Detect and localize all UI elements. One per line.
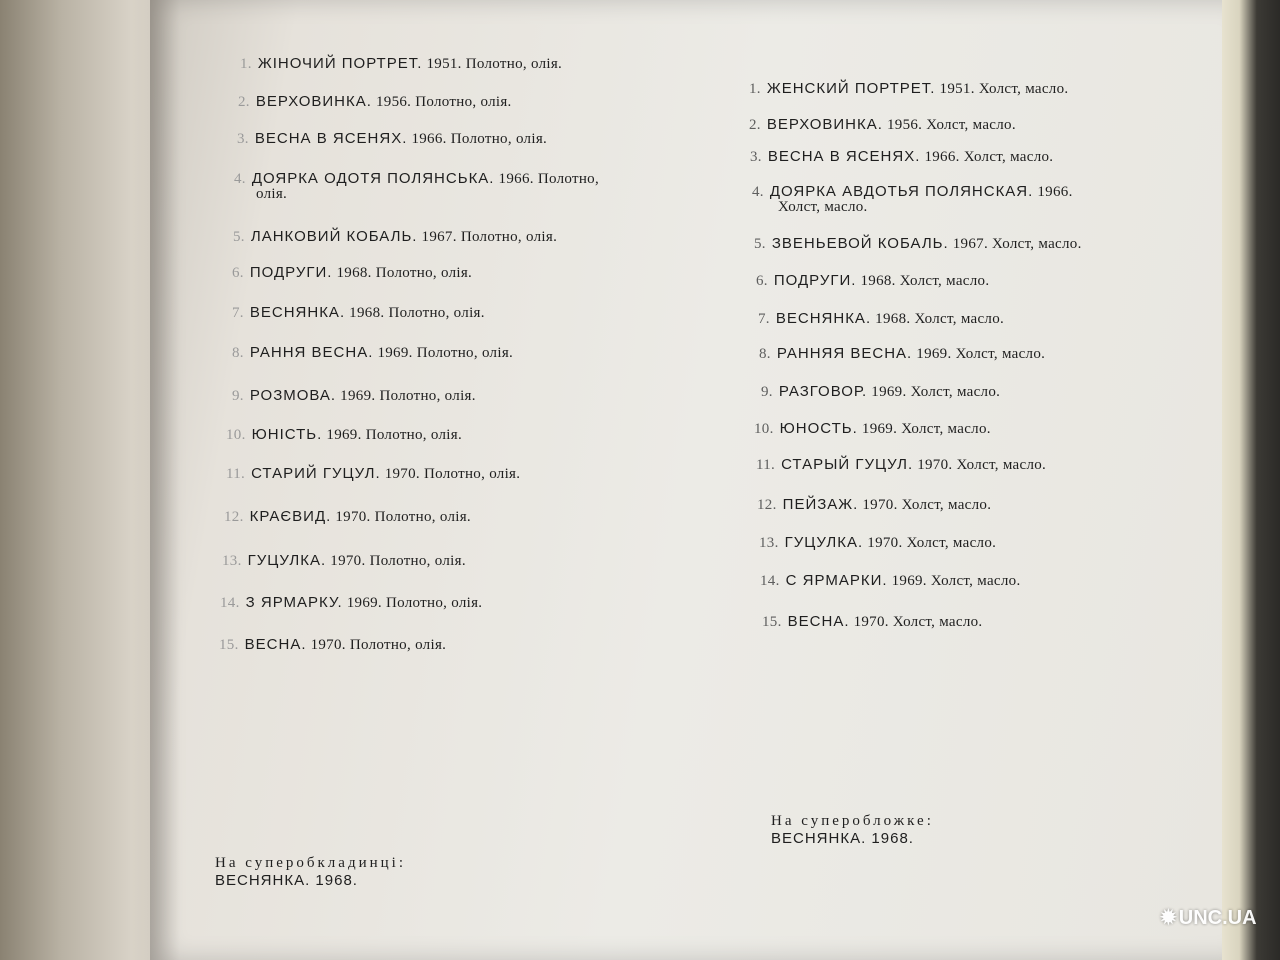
list-item xyxy=(234,170,599,203)
item-number: 13. xyxy=(759,535,779,551)
list-item xyxy=(749,80,1068,98)
list-item xyxy=(222,552,466,570)
artwork-details-continued: Холст, масло. xyxy=(778,199,868,215)
artwork-title: РОЗМОВА. xyxy=(249,387,337,404)
artwork-title: СТАРИЙ ГУЦУЛ. xyxy=(251,465,381,482)
artwork-details: 1951. Полотно, олія. xyxy=(426,56,563,72)
list-item xyxy=(759,345,1045,363)
artwork-details: 1956. Полотно, олія. xyxy=(375,94,512,110)
artwork-title: ВЕСНА. xyxy=(244,636,307,653)
artwork-title: ДОЯРКА ОДОТЯ ПОЛЯНСЬКА. xyxy=(251,170,495,187)
artwork-title: З ЯРМАРКУ. xyxy=(245,594,343,611)
artwork-details: 1967. Холст, масло. xyxy=(952,236,1082,252)
artwork-details: 1969. Холст, масло. xyxy=(861,421,991,437)
watermark-text: UNC.UA xyxy=(1178,907,1257,929)
item-number: 2. xyxy=(238,94,250,110)
right-cover-caption xyxy=(771,813,934,847)
artwork-details: 1968. Холст, масло. xyxy=(860,273,990,289)
artwork-title: РАННЯ ВЕСНА. xyxy=(249,344,374,361)
artwork-title: ЖІНОЧИЙ ПОРТРЕТ. xyxy=(257,55,423,72)
artwork-details: 1966. xyxy=(1037,184,1073,200)
item-number: 11. xyxy=(226,466,246,482)
list-item xyxy=(226,426,462,444)
artwork-details: 1968. Холст, масло. xyxy=(875,311,1005,327)
artwork-details: 1969. Полотно, олія. xyxy=(377,345,514,361)
artwork-details: 1970. Холст, масло. xyxy=(867,535,997,551)
list-item xyxy=(756,272,989,290)
item-number: 11. xyxy=(756,457,776,473)
list-item xyxy=(760,572,1021,590)
list-item xyxy=(238,93,512,111)
left-cover-caption-label: На суперобкладинці: xyxy=(215,855,406,871)
artwork-details: 1968. Полотно, олія. xyxy=(336,265,473,281)
artwork-title: ВЕСНЯНКА. xyxy=(249,304,346,321)
list-item xyxy=(232,387,476,405)
artwork-details: 1970. Холст, масло. xyxy=(862,497,992,513)
artwork-title: ГУЦУЛКА. xyxy=(247,552,327,569)
artwork-details: 1966. Полотно, xyxy=(498,171,600,187)
artwork-title: ПОДРУГИ. xyxy=(249,264,333,281)
item-number: 3. xyxy=(750,149,762,165)
page-gutter-shadow xyxy=(150,0,180,960)
list-item xyxy=(759,534,996,552)
item-number: 5. xyxy=(233,229,245,245)
item-number: 8. xyxy=(759,346,771,362)
artwork-title: ЗВЕНЬЕВОЙ КОБАЛЬ. xyxy=(771,235,949,252)
list-item xyxy=(752,183,1073,216)
item-number: 7. xyxy=(232,305,244,321)
artwork-details: 1969. Полотно, олія. xyxy=(340,388,476,404)
artwork-details: 1951. Холст, масло. xyxy=(939,81,1069,97)
artwork-title: С ЯРМАРКИ. xyxy=(785,572,888,589)
artwork-details-continued: олія. xyxy=(256,186,288,202)
item-number: 10. xyxy=(226,427,246,443)
item-number: 4. xyxy=(752,184,764,200)
list-item xyxy=(220,594,482,612)
list-item xyxy=(754,235,1082,253)
item-number: 12. xyxy=(757,497,777,513)
item-number: 2. xyxy=(749,117,761,133)
list-item xyxy=(232,304,485,322)
book-left-edge xyxy=(0,0,175,960)
item-number: 7. xyxy=(758,311,770,327)
artwork-title: ЖЕНСКИЙ ПОРТРЕТ. xyxy=(766,80,936,97)
item-number: 8. xyxy=(232,345,244,361)
artwork-details: 1970. Холст, масло. xyxy=(853,614,983,630)
item-number: 9. xyxy=(232,388,244,404)
artwork-details: 1970. Полотно, олія. xyxy=(384,466,521,482)
site-watermark xyxy=(1160,905,1257,930)
list-item xyxy=(749,116,1016,134)
artwork-title: РАННЯЯ ВЕСНА. xyxy=(776,345,913,362)
item-number: 4. xyxy=(234,171,246,187)
artwork-details: 1968. Полотно, олія. xyxy=(349,305,485,321)
list-item xyxy=(758,310,1004,328)
artwork-title: КРАЄВИД. xyxy=(249,508,332,525)
artwork-title: ДОЯРКА АВДОТЬЯ ПОЛЯНСКАЯ. xyxy=(769,183,1034,200)
artwork-details: 1966. Холст, масло. xyxy=(924,149,1054,165)
artwork-title: ВЕСНЯНКА. xyxy=(775,310,872,327)
list-item xyxy=(224,508,471,526)
list-item xyxy=(232,264,472,282)
artwork-details: 1970. Полотно, олія. xyxy=(335,509,471,525)
artwork-details: 1967. Полотно, олія. xyxy=(421,229,558,245)
list-item xyxy=(237,130,547,148)
artwork-details: 1969. Холст, масло. xyxy=(891,573,1021,589)
item-number: 1. xyxy=(240,56,252,72)
list-item xyxy=(754,420,991,438)
artwork-details: 1970. Холст, масло. xyxy=(917,457,1047,473)
list-item xyxy=(757,496,991,514)
artwork-title: ПОДРУГИ. xyxy=(773,272,857,289)
item-number: 9. xyxy=(761,384,773,400)
artwork-details: 1970. Полотно, олія. xyxy=(330,553,466,569)
artwork-title: ЮНОСТЬ. xyxy=(779,420,858,437)
item-number: 1. xyxy=(749,81,761,97)
artwork-details: 1969. Холст, масло. xyxy=(871,384,1001,400)
list-item xyxy=(762,613,982,631)
left-cover-caption xyxy=(215,855,406,889)
artwork-title: СТАРЫЙ ГУЦУЛ. xyxy=(781,456,914,473)
item-number: 3. xyxy=(237,131,249,147)
list-item xyxy=(761,383,1000,401)
item-number: 6. xyxy=(232,265,244,281)
artwork-title: ГУЦУЛКА. xyxy=(784,534,864,551)
item-number: 6. xyxy=(756,273,768,289)
list-item xyxy=(226,465,520,483)
item-number: 12. xyxy=(224,509,244,525)
right-cover-caption-label: На суперобложке: xyxy=(771,813,934,829)
book-right-edge xyxy=(1222,0,1280,960)
artwork-title: ВЕРХОВИНКА. xyxy=(766,116,883,133)
artwork-details: 1969. Полотно, олія. xyxy=(326,427,462,443)
artwork-details: 1969. Холст, масло. xyxy=(916,346,1046,362)
item-number: 15. xyxy=(219,637,239,653)
artwork-title: РАЗГОВОР. xyxy=(778,383,868,400)
list-item xyxy=(219,636,446,654)
artwork-title: ЮНІСТЬ. xyxy=(251,426,323,443)
left-cover-caption-value: ВЕСНЯНКА. 1968. xyxy=(215,872,358,889)
artwork-title: ВЕСНА В ЯСЕНЯХ. xyxy=(254,130,408,147)
item-number: 15. xyxy=(762,614,782,630)
list-item xyxy=(232,344,513,362)
artwork-details: 1970. Полотно, олія. xyxy=(310,637,447,653)
artwork-title: ВЕСНА В ЯСЕНЯХ. xyxy=(767,148,921,165)
artwork-title: ПЕЙЗАЖ. xyxy=(782,496,859,513)
list-item xyxy=(756,456,1046,474)
artwork-details: 1966. Полотно, олія. xyxy=(411,131,548,147)
list-item xyxy=(233,228,557,246)
list-item xyxy=(750,148,1053,166)
item-number: 10. xyxy=(754,421,774,437)
item-number: 14. xyxy=(220,595,240,611)
artwork-title: ВЕСНА. xyxy=(787,613,850,630)
list-item xyxy=(240,55,562,73)
artwork-details: 1956. Холст, масло. xyxy=(886,117,1016,133)
sun-icon: ✹ xyxy=(1160,907,1177,929)
artwork-title: ЛАНКОВИЙ КОБАЛЬ. xyxy=(250,228,418,245)
item-number: 5. xyxy=(754,236,766,252)
item-number: 14. xyxy=(760,573,780,589)
artwork-title: ВЕРХОВИНКА. xyxy=(255,93,372,110)
artwork-details: 1969. Полотно, олія. xyxy=(346,595,483,611)
right-cover-caption-value: ВЕСНЯНКА. 1968. xyxy=(771,830,914,847)
item-number: 13. xyxy=(222,553,242,569)
